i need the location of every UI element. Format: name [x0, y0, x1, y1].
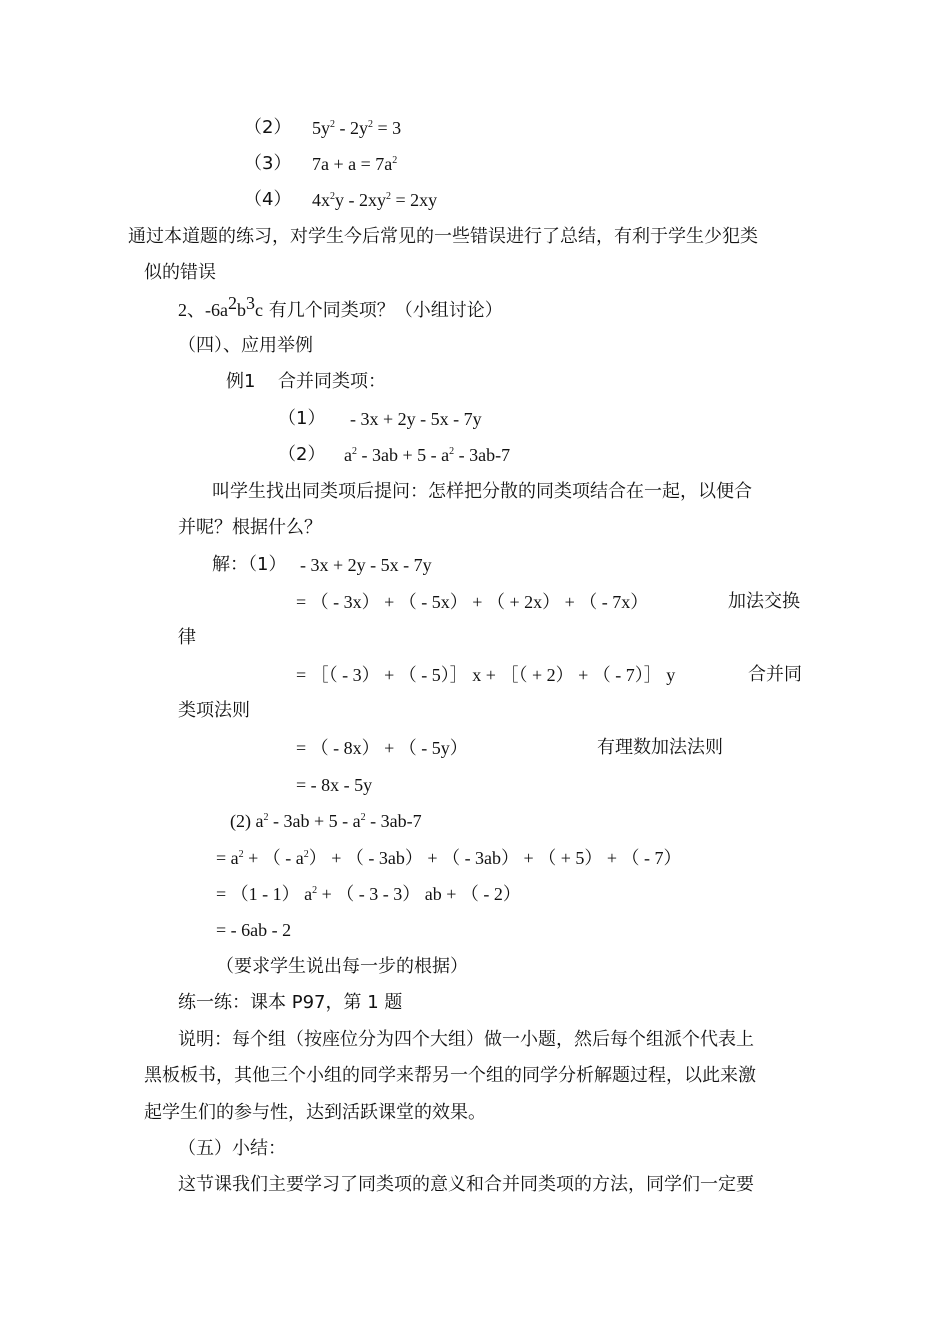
section-heading: （五）小结：: [178, 1138, 286, 1159]
paragraph-line: 叫学生找出同类项后提问：怎样把分散的同类项结合在一起，以便合: [212, 481, 752, 502]
solution-step: = ［（ - 3） + （ - 5）］ x + ［（ + 2） + （ - 7）］ y: [296, 665, 676, 685]
item-number: （1）: [278, 408, 326, 429]
exercise-line-3: [244, 152, 291, 176]
paragraph-line: 通过本道题的练习，对学生今后常见的一些错误进行了总结，有利于学生少犯类: [128, 226, 758, 247]
item-number: （3）: [244, 153, 292, 174]
section-heading: （四）、应用举例: [178, 335, 313, 356]
solution-step: = $a^2$ + （ - $a^2$） + （ - 3ab） + （ - 3ab） + （ + 5） + （ - 7）: [216, 848, 682, 868]
expression: $a^2 - 3ab + 5 - a^2 - 3ab-7$: [344, 445, 511, 465]
item-number: （2）: [278, 444, 326, 465]
question-2: 2、$-6a^2b^3c$ 有几个同类项？（小组讨论）: [178, 293, 503, 321]
paragraph-line: 起学生们的参与性，达到活跃课堂的效果。: [144, 1102, 486, 1123]
paragraph-line: 黑板板书，其他三个小组的同学来帮另一个组的同学分析解题过程，以此来激: [144, 1065, 756, 1086]
solution-part-2: (2) $a^2 - 3ab + 5 - a^2 - 3ab-7$: [230, 811, 422, 831]
expression: - 3x + 2y - 5x - 7y: [300, 555, 432, 575]
item-number: （4）: [244, 189, 292, 210]
equation: $5y^2 - 2y^2 = 3$: [312, 118, 402, 138]
step-reason-wrap: 律: [178, 627, 196, 648]
example-title: 合并同类项：: [278, 371, 386, 392]
example-label: 例1: [226, 371, 256, 392]
solution-step: = （1 - 1） $a^2$ + （ - 3 - 3） ab + （ - 2）: [216, 884, 521, 904]
exercise-line-2: [244, 116, 291, 140]
paragraph-line: 这节课我们主要学习了同类项的意义和合并同类项的方法，同学们一定要: [178, 1174, 754, 1195]
equation: $7a + a = 7a^2$: [312, 154, 398, 174]
solution-result: = - 6ab - 2: [216, 920, 292, 940]
solution-result: = - 8x - 5y: [296, 775, 373, 795]
teacher-note: （要求学生说出每一步的根据）: [216, 956, 468, 977]
paragraph-line: 并呢？根据什么？: [178, 517, 322, 538]
step-reason: 加法交换: [728, 591, 800, 612]
step-reason: 有理数加法法则: [597, 737, 723, 758]
practice-line: 练一练：课本 P97，第 1 题: [178, 992, 403, 1013]
item-number: （2）: [244, 117, 292, 138]
equation: $4x^2y - 2xy^2 = 2xy$: [312, 190, 438, 210]
expression: - 3x + 2y - 5x - 7y: [350, 409, 482, 429]
solution-step: = （ - 8x） + （ - 5y）: [296, 738, 468, 758]
solution-label: 解：（1）: [212, 554, 287, 575]
solution-step: = （ - 3x） + （ - 5x） + （ + 2x） + （ - 7x）: [296, 592, 649, 612]
paragraph-line: 说明：每个组（按座位分为四个大组）做一小题，然后每个组派个代表上: [178, 1029, 754, 1050]
step-reason-wrap: 类项法则: [178, 700, 250, 721]
paragraph-line: 似的错误: [144, 262, 216, 283]
exercise-line-4: [244, 188, 291, 212]
step-reason: 合并同: [748, 664, 802, 685]
